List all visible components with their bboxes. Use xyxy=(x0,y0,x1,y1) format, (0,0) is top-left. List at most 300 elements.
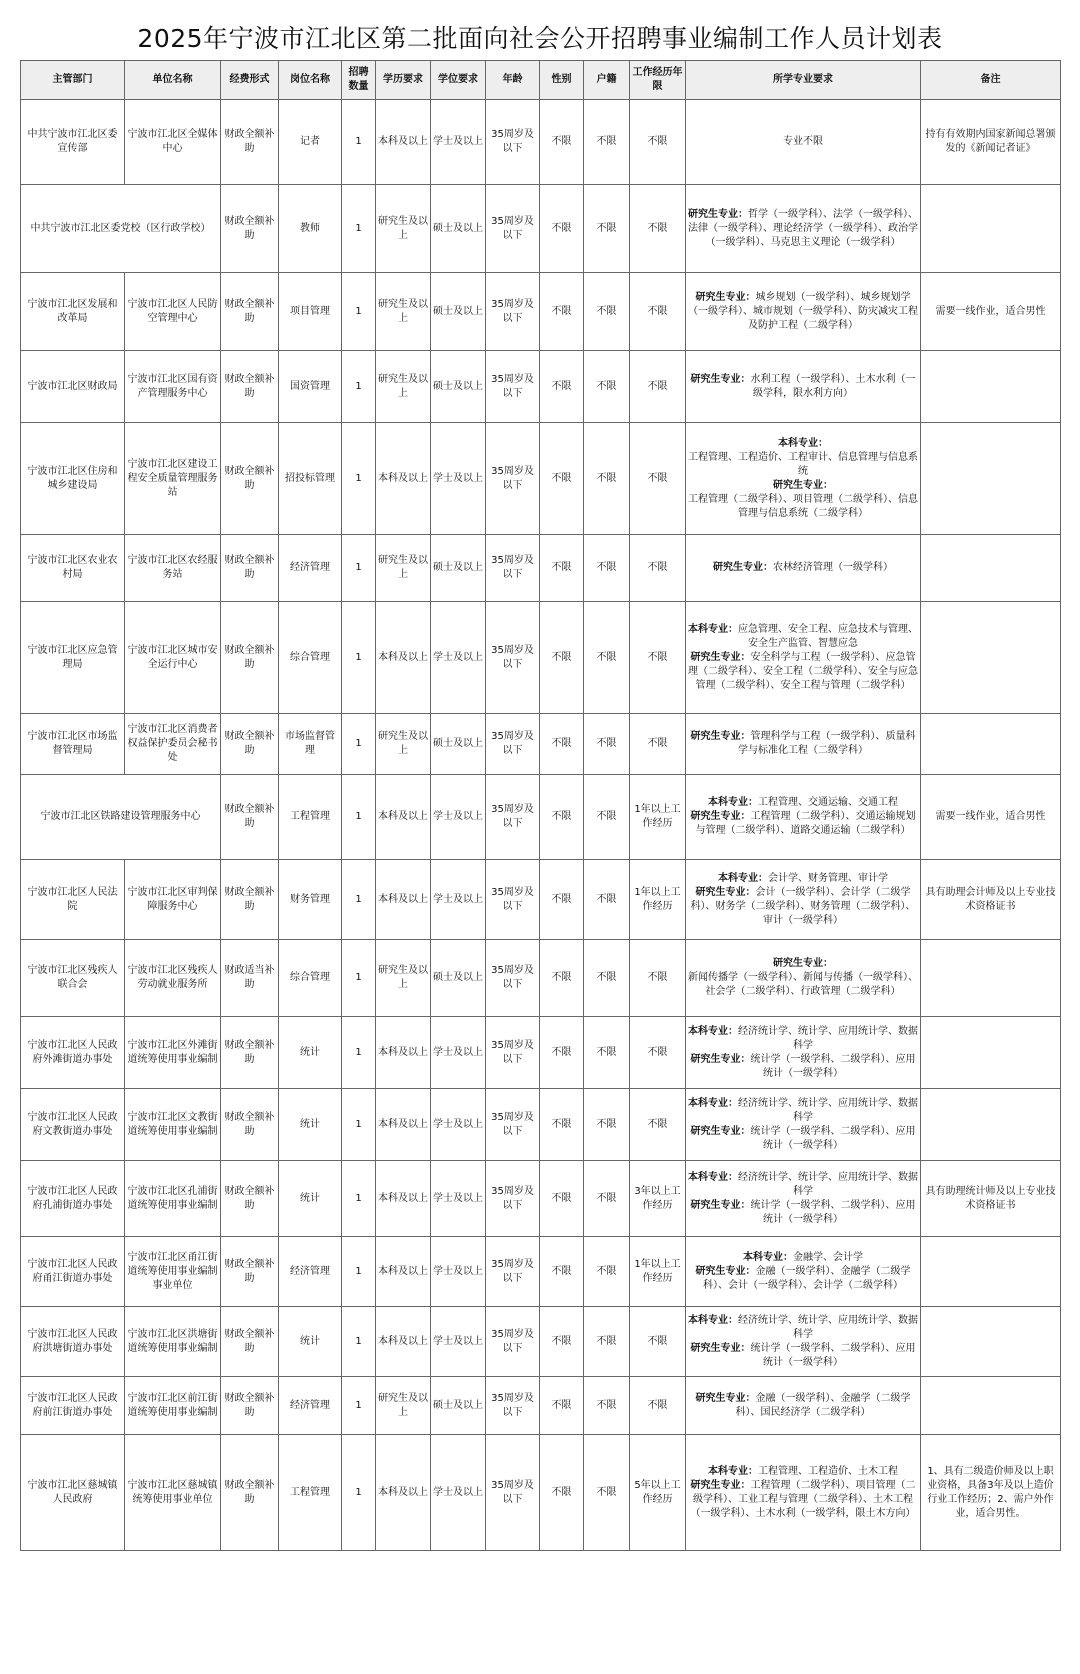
cell-experience: 不限 xyxy=(630,100,686,185)
cell-degree: 硕士及以上 xyxy=(431,273,486,351)
cell-hukou: 不限 xyxy=(584,535,630,602)
cell-major xyxy=(686,351,921,423)
cell-edu: 研究生及以上 xyxy=(376,185,431,273)
cell-funding: 财政全额补助 xyxy=(221,602,279,714)
cell-note xyxy=(921,423,1061,535)
cell-edu: 研究生及以上 xyxy=(376,1377,431,1435)
cell-funding: 财政全额补助 xyxy=(221,860,279,940)
major-level-label: 本科专业： xyxy=(718,872,768,884)
cell-age: 35周岁及以下 xyxy=(486,1161,540,1237)
cell-age: 35周岁及以下 xyxy=(486,273,540,351)
col-header-major: 所学专业要求 xyxy=(686,61,921,100)
cell-note xyxy=(921,602,1061,714)
major-level-label: 本科专业： xyxy=(743,1251,793,1263)
major-text: 管理科学与工程（一级学科）、质量科学与标准化工程（二级学科） xyxy=(738,731,916,756)
cell-gender: 不限 xyxy=(540,940,584,1017)
cell-count: 1 xyxy=(342,1307,376,1377)
cell-funding: 财政全额补助 xyxy=(221,185,279,273)
cell-experience: 不限 xyxy=(630,714,686,775)
cell-edu: 本科及以上 xyxy=(376,860,431,940)
cell-gender: 不限 xyxy=(540,423,584,535)
cell-funding: 财政全额补助 xyxy=(221,100,279,185)
cell-age: 35周岁及以下 xyxy=(486,940,540,1017)
cell-post: 统计 xyxy=(279,1307,342,1377)
major-text: 经济统计学、统计学、应用统计学、数据科学 xyxy=(738,1171,918,1197)
cell-major xyxy=(686,860,921,940)
cell-gender: 不限 xyxy=(540,1089,584,1161)
major-line xyxy=(688,886,918,928)
major-level-label: 本科专业： xyxy=(708,797,758,808)
cell-dept: 宁波市江北区人民政府前江街道办事处 xyxy=(21,1377,125,1435)
cell-age: 35周岁及以下 xyxy=(486,100,540,185)
cell-experience: 不限 xyxy=(630,1377,686,1435)
cell-experience: 1年以上工作经历 xyxy=(630,1237,686,1307)
cell-note xyxy=(921,1377,1061,1435)
cell-major xyxy=(686,1435,921,1551)
cell-age: 35周岁及以下 xyxy=(486,775,540,860)
cell-age: 35周岁及以下 xyxy=(486,535,540,602)
cell-edu: 本科及以上 xyxy=(376,1089,431,1161)
cell-post: 统计 xyxy=(279,1017,342,1089)
cell-hukou: 不限 xyxy=(584,602,630,714)
cell-post: 工程管理 xyxy=(279,1435,342,1551)
major-text: 工程管理（二级学科）、交通运输规划与管理（二级学科）、道路交通运输（二级学科） xyxy=(695,811,916,836)
cell-edu: 本科及以上 xyxy=(376,775,431,860)
cell-count: 1 xyxy=(342,351,376,423)
major-level-label: 研究生专业： xyxy=(773,479,833,491)
cell-gender: 不限 xyxy=(540,185,584,273)
cell-degree: 硕士及以上 xyxy=(431,535,486,602)
cell-major xyxy=(686,535,921,602)
major-level-label: 研究生专业： xyxy=(690,373,751,385)
cell-unit: 宁波市江北区文教街道统筹使用事业编制 xyxy=(125,1089,221,1161)
cell-note: 需要一线作业，适合男性 xyxy=(921,775,1061,860)
cell-experience: 不限 xyxy=(630,1017,686,1089)
major-level-label: 研究生专业： xyxy=(695,886,756,898)
col-header-note: 备注 xyxy=(921,61,1061,100)
major-line xyxy=(688,135,918,149)
cell-age: 35周岁及以下 xyxy=(486,1377,540,1435)
major-text: 会计学、财务管理、审计学 xyxy=(768,872,888,884)
cell-gender: 不限 xyxy=(540,714,584,775)
major-text: 工程管理（二级学科）、项目管理（二级学科）、信息管理与信息系统（二级学科） xyxy=(688,493,918,519)
major-text: 统计学（一级学科、二级学科）、应用统计（一级学科） xyxy=(750,1053,916,1079)
major-line xyxy=(688,1392,918,1420)
cell-post: 经济管理 xyxy=(279,1377,342,1435)
cell-dept: 宁波市江北区财政局 xyxy=(21,351,125,423)
cell-hukou: 不限 xyxy=(584,100,630,185)
major-line xyxy=(688,561,918,575)
cell-note: 具有助理统计师及以上专业技术资格证书 xyxy=(921,1161,1061,1237)
cell-unit: 宁波市江北区农经服务站 xyxy=(125,535,221,602)
cell-dept: 宁波市江北区人民政府外滩街道办事处 xyxy=(21,1017,125,1089)
major-text: 新闻传播学（一级学科）、新闻与传播（一级学科）、社会学（二级学科）、行政管理（二级学科） xyxy=(688,972,918,997)
cell-degree: 学士及以上 xyxy=(431,1307,486,1377)
major-text: 金融（一级学科）、金融学（二级学科）、会计（一级学科）、会计学（二级学科） xyxy=(703,1265,911,1291)
table-row xyxy=(21,1435,1061,1551)
major-level-label: 研究生专业： xyxy=(690,1479,751,1491)
cell-note xyxy=(921,185,1061,273)
table-row xyxy=(21,1307,1061,1377)
cell-dept: 宁波市江北区人民法院 xyxy=(21,860,125,940)
cell-dept: 宁波市江北区残疾人联合会 xyxy=(21,940,125,1017)
cell-edu: 本科及以上 xyxy=(376,602,431,714)
major-text: 经济统计学、统计学、应用统计学、数据科学 xyxy=(738,1314,918,1340)
col-header-age: 年龄 xyxy=(486,61,540,100)
major-line xyxy=(688,1053,918,1081)
major-level-label: 研究生专业： xyxy=(695,1392,756,1404)
major-line xyxy=(688,1265,918,1293)
cell-major xyxy=(686,185,921,273)
cell-edu: 本科及以上 xyxy=(376,100,431,185)
cell-experience: 5年以上工作经历 xyxy=(630,1435,686,1551)
major-level-label: 研究生专业： xyxy=(688,208,748,220)
major-line xyxy=(688,291,918,333)
table-row xyxy=(21,1161,1061,1237)
cell-unit: 宁波市江北区甬江街道统筹使用事业编制事业单位 xyxy=(125,1237,221,1307)
major-line xyxy=(688,810,918,838)
major-line xyxy=(688,451,918,479)
major-level-label: 研究生专业： xyxy=(690,731,751,742)
cell-age: 35周岁及以下 xyxy=(486,602,540,714)
table-row xyxy=(21,714,1061,775)
cell-age: 35周岁及以下 xyxy=(486,714,540,775)
major-line xyxy=(688,796,918,810)
table-row xyxy=(21,1017,1061,1089)
major-line xyxy=(688,1479,918,1521)
cell-experience: 不限 xyxy=(630,1089,686,1161)
cell-experience: 不限 xyxy=(630,185,686,273)
cell-unit: 宁波市江北区残疾人劳动就业服务所 xyxy=(125,940,221,1017)
cell-note xyxy=(921,714,1061,775)
cell-post: 综合管理 xyxy=(279,602,342,714)
major-text: 城乡规划（一级学科）、城乡规划学（一级学科）、城市规划（一级学科）、防灾减灾工程及防护工程（二级学科） xyxy=(688,291,918,331)
cell-degree: 硕士及以上 xyxy=(431,714,486,775)
major-level-label: 研究生专业： xyxy=(690,1342,751,1354)
major-level-label: 本科专业： xyxy=(778,437,828,449)
major-level-label: 本科专业： xyxy=(688,1025,738,1037)
cell-funding: 财政全额补助 xyxy=(221,535,279,602)
major-level-label: 研究生专业： xyxy=(690,1053,751,1065)
major-line xyxy=(688,479,918,493)
cell-gender: 不限 xyxy=(540,273,584,351)
cell-dept: 宁波市江北区人民政府文教街道办事处 xyxy=(21,1089,125,1161)
major-text: 工程管理、交通运输、交通工程 xyxy=(758,797,898,808)
cell-experience: 不限 xyxy=(630,940,686,1017)
cell-funding: 财政全额补助 xyxy=(221,1161,279,1237)
cell-major xyxy=(686,714,921,775)
cell-gender: 不限 xyxy=(540,1161,584,1237)
cell-count: 1 xyxy=(342,1435,376,1551)
cell-post: 工程管理 xyxy=(279,775,342,860)
cell-dept: 宁波市江北区人民政府甬江街道办事处 xyxy=(21,1237,125,1307)
table-row xyxy=(21,1237,1061,1307)
cell-dept: 宁波市江北区慈城镇人民政府 xyxy=(21,1435,125,1551)
cell-count: 1 xyxy=(342,860,376,940)
cell-degree: 学士及以上 xyxy=(431,775,486,860)
cell-unit: 宁波市江北区外滩街道统筹使用事业编制 xyxy=(125,1017,221,1089)
cell-edu: 研究生及以上 xyxy=(376,273,431,351)
major-level-label: 研究生专业： xyxy=(690,1125,751,1137)
table-row xyxy=(21,351,1061,423)
cell-experience: 3年以上工作经历 xyxy=(630,1161,686,1237)
major-text: 安全科学与工程（一级学科）、应急管理（二级学科）、安全工程（二级学科）、安全与应急管理（二级学科）、安全工程与管理（二级学科） xyxy=(688,651,918,691)
table-row xyxy=(21,940,1061,1017)
major-text: 金融（一级学科）、金融学（二级学科）、国民经济学（二级学科） xyxy=(735,1392,911,1418)
cell-degree: 学士及以上 xyxy=(431,860,486,940)
cell-funding: 财政全额补助 xyxy=(221,351,279,423)
cell-post: 记者 xyxy=(279,100,342,185)
major-line xyxy=(688,437,918,451)
cell-note: 具有助理会计师及以上专业技术资格证书 xyxy=(921,860,1061,940)
cell-post: 市场监督管理 xyxy=(279,714,342,775)
cell-edu: 本科及以上 xyxy=(376,1161,431,1237)
cell-post: 经济管理 xyxy=(279,535,342,602)
cell-degree: 学士及以上 xyxy=(431,1089,486,1161)
cell-unit: 宁波市江北区洪塘街道统筹使用事业编制 xyxy=(125,1307,221,1377)
cell-count: 1 xyxy=(342,714,376,775)
major-level-label: 研究生专业： xyxy=(690,811,751,822)
table-header-row xyxy=(21,61,1061,100)
cell-age: 35周岁及以下 xyxy=(486,1089,540,1161)
cell-major xyxy=(686,1377,921,1435)
cell-note: 持有有效期内国家新闻总署颁发的《新闻记者证》 xyxy=(921,100,1061,185)
cell-hukou: 不限 xyxy=(584,423,630,535)
cell-note xyxy=(921,1307,1061,1377)
cell-unit: 宁波市江北区城市安全运行中心 xyxy=(125,602,221,714)
col-header-experience: 工作经历年限 xyxy=(630,61,686,100)
page-title: 2025年宁波市江北区第二批面向社会公开招聘事业编制工作人员计划表 xyxy=(137,24,943,53)
major-text: 工程管理、工程造价、土木工程 xyxy=(758,1465,898,1477)
major-line xyxy=(688,730,918,758)
cell-count: 1 xyxy=(342,775,376,860)
cell-age: 35周岁及以下 xyxy=(486,1017,540,1089)
table-row xyxy=(21,602,1061,714)
major-line xyxy=(688,971,918,999)
cell-funding: 财政全额补助 xyxy=(221,1377,279,1435)
major-line xyxy=(688,1342,918,1370)
cell-unit: 宁波市江北区全媒体中心 xyxy=(125,100,221,185)
cell-dept: 宁波市江北区农业农村局 xyxy=(21,535,125,602)
cell-post: 统计 xyxy=(279,1161,342,1237)
cell-hukou: 不限 xyxy=(584,714,630,775)
cell-post: 经济管理 xyxy=(279,1237,342,1307)
cell-major xyxy=(686,1237,921,1307)
cell-gender: 不限 xyxy=(540,351,584,423)
cell-major xyxy=(686,1307,921,1377)
major-line xyxy=(688,1171,918,1199)
cell-note: 1、具有二级造价师及以上职业资格，具备3年及以上造价行业工作经历；2、需户外作业，适合男性。 xyxy=(921,1435,1061,1551)
cell-funding: 财政全额补助 xyxy=(221,1089,279,1161)
col-header-unit: 单位名称 xyxy=(125,61,221,100)
cell-funding: 财政全额补助 xyxy=(221,1435,279,1551)
major-level-label: 研究生专业： xyxy=(695,291,756,303)
cell-hukou: 不限 xyxy=(584,1017,630,1089)
cell-gender: 不限 xyxy=(540,1017,584,1089)
cell-hukou: 不限 xyxy=(584,940,630,1017)
cell-unit: 宁波市江北区前江街道统筹使用事业编制 xyxy=(125,1377,221,1435)
cell-funding: 财政全额补助 xyxy=(221,714,279,775)
cell-count: 1 xyxy=(342,423,376,535)
table-row xyxy=(21,423,1061,535)
cell-age: 35周岁及以下 xyxy=(486,860,540,940)
cell-count: 1 xyxy=(342,1161,376,1237)
cell-age: 35周岁及以下 xyxy=(486,1435,540,1551)
cell-count: 1 xyxy=(342,940,376,1017)
cell-unit: 宁波市江北区消费者权益保护委员会秘书处 xyxy=(125,714,221,775)
cell-edu: 本科及以上 xyxy=(376,1435,431,1551)
cell-dept: 宁波市江北区应急管理局 xyxy=(21,602,125,714)
cell-gender: 不限 xyxy=(540,1377,584,1435)
cell-major xyxy=(686,775,921,860)
major-line xyxy=(688,623,918,651)
cell-funding: 财政全额补助 xyxy=(221,273,279,351)
cell-degree: 学士及以上 xyxy=(431,1017,486,1089)
major-text: 哲学（一级学科）、法学（一级学科）、法律（一级学科）、理论经济学（一级学科）、政治学（一级学科）、马克思主义理论（一级学科） xyxy=(688,208,918,248)
cell-count: 1 xyxy=(342,1237,376,1307)
major-line xyxy=(688,651,918,693)
cell-gender: 不限 xyxy=(540,860,584,940)
major-text: 经济统计学、统计学、应用统计学、数据科学 xyxy=(738,1097,918,1123)
cell-degree: 硕士及以上 xyxy=(431,351,486,423)
cell-hukou: 不限 xyxy=(584,273,630,351)
cell-gender: 不限 xyxy=(540,535,584,602)
cell-experience: 不限 xyxy=(630,351,686,423)
cell-post: 综合管理 xyxy=(279,940,342,1017)
cell-experience: 1年以上工作经历 xyxy=(630,860,686,940)
cell-edu: 研究生及以上 xyxy=(376,351,431,423)
cell-major xyxy=(686,1089,921,1161)
major-text: 统计学（一级学科、二级学科）、应用统计（一级学科） xyxy=(750,1125,916,1151)
cell-edu: 本科及以上 xyxy=(376,1017,431,1089)
major-text: 水利工程（一级学科）、土木水利（一级学科，限水利方向） xyxy=(750,373,916,399)
cell-note xyxy=(921,940,1061,1017)
table-row xyxy=(21,273,1061,351)
cell-age: 35周岁及以下 xyxy=(486,1237,540,1307)
cell-degree: 学士及以上 xyxy=(431,1161,486,1237)
cell-count: 1 xyxy=(342,535,376,602)
major-text: 工程管理、工程造价、工程审计、信息管理与信息系统 xyxy=(688,451,918,477)
table-row xyxy=(21,100,1061,185)
col-header-dept: 主管部门 xyxy=(21,61,125,100)
cell-major xyxy=(686,273,921,351)
cell-count: 1 xyxy=(342,1017,376,1089)
cell-count: 1 xyxy=(342,273,376,351)
cell-degree: 硕士及以上 xyxy=(431,940,486,1017)
cell-note xyxy=(921,1237,1061,1307)
cell-degree: 学士及以上 xyxy=(431,1237,486,1307)
cell-major xyxy=(686,423,921,535)
cell-unit: 宁波市江北区慈城镇统筹使用事业单位 xyxy=(125,1435,221,1551)
cell-hukou: 不限 xyxy=(584,1435,630,1551)
cell-count: 1 xyxy=(342,100,376,185)
major-level-label: 本科专业： xyxy=(708,1465,758,1477)
major-line xyxy=(688,373,918,401)
table-row xyxy=(21,860,1061,940)
cell-unit: 宁波市江北区建设工程安全质量管理服务站 xyxy=(125,423,221,535)
table-row xyxy=(21,1089,1061,1161)
col-header-post: 岗位名称 xyxy=(279,61,342,100)
cell-edu: 研究生及以上 xyxy=(376,535,431,602)
col-header-edu: 学历要求 xyxy=(376,61,431,100)
cell-note xyxy=(921,1017,1061,1089)
cell-hukou: 不限 xyxy=(584,1307,630,1377)
major-line xyxy=(688,1199,918,1227)
cell-dept: 宁波市江北区市场监督管理局 xyxy=(21,714,125,775)
cell-gender: 不限 xyxy=(540,1237,584,1307)
cell-edu: 本科及以上 xyxy=(376,1237,431,1307)
cell-degree: 硕士及以上 xyxy=(431,185,486,273)
cell-hukou: 不限 xyxy=(584,1377,630,1435)
cell-edu: 研究生及以上 xyxy=(376,940,431,1017)
major-text: 金融学、会计学 xyxy=(793,1251,863,1263)
major-line xyxy=(688,208,918,250)
cell-experience: 1年以上工作经历 xyxy=(630,775,686,860)
cell-degree: 硕士及以上 xyxy=(431,1377,486,1435)
cell-gender: 不限 xyxy=(540,1435,584,1551)
cell-hukou: 不限 xyxy=(584,860,630,940)
major-line xyxy=(688,1314,918,1342)
cell-count: 1 xyxy=(342,185,376,273)
cell-hukou: 不限 xyxy=(584,1237,630,1307)
cell-experience: 不限 xyxy=(630,273,686,351)
major-level-label: 研究生专业： xyxy=(713,562,773,573)
major-line xyxy=(688,957,918,971)
cell-dept: 中共宁波市江北区委宣传部 xyxy=(21,100,125,185)
cell-post: 财务管理 xyxy=(279,860,342,940)
cell-age: 35周岁及以下 xyxy=(486,423,540,535)
cell-gender: 不限 xyxy=(540,1307,584,1377)
cell-hukou: 不限 xyxy=(584,185,630,273)
table-row xyxy=(21,775,1061,860)
cell-post: 统计 xyxy=(279,1089,342,1161)
cell-experience: 不限 xyxy=(630,423,686,535)
major-level-label: 本科专业： xyxy=(688,1314,738,1326)
table-row xyxy=(21,535,1061,602)
cell-unit: 宁波市江北区人民防空管理中心 xyxy=(125,273,221,351)
cell-age: 35周岁及以下 xyxy=(486,351,540,423)
cell-hukou: 不限 xyxy=(584,1161,630,1237)
col-header-hukou: 户籍 xyxy=(584,61,630,100)
cell-major xyxy=(686,940,921,1017)
cell-dept: 宁波市江北区住房和城乡建设局 xyxy=(21,423,125,535)
major-line xyxy=(688,493,918,521)
major-line xyxy=(688,872,918,886)
major-line xyxy=(688,1125,918,1153)
cell-post: 国资管理 xyxy=(279,351,342,423)
major-text: 专业不限 xyxy=(783,136,823,147)
table-row xyxy=(21,1377,1061,1435)
cell-edu: 研究生及以上 xyxy=(376,714,431,775)
cell-note: 需要一线作业，适合男性 xyxy=(921,273,1061,351)
cell-note xyxy=(921,1089,1061,1161)
cell-major xyxy=(686,100,921,185)
cell-dept: 中共宁波市江北区委党校（区行政学校） xyxy=(21,185,221,273)
cell-degree: 学士及以上 xyxy=(431,423,486,535)
major-text: 经济统计学、统计学、应用统计学、数据科学 xyxy=(738,1025,918,1051)
major-line xyxy=(688,1251,918,1265)
cell-funding: 财政全额补助 xyxy=(221,775,279,860)
cell-count: 1 xyxy=(342,1089,376,1161)
cell-edu: 本科及以上 xyxy=(376,1307,431,1377)
major-text: 会计（一级学科）、会计学（二级学科）、财务学（二级学科）、财务管理（二级学科）、审计（一级学科） xyxy=(690,886,916,926)
cell-major xyxy=(686,1161,921,1237)
cell-hukou: 不限 xyxy=(584,1089,630,1161)
cell-funding: 财政全额补助 xyxy=(221,423,279,535)
major-level-label: 研究生专业： xyxy=(690,651,751,663)
cell-gender: 不限 xyxy=(540,100,584,185)
col-header-funding: 经费形式 xyxy=(221,61,279,100)
